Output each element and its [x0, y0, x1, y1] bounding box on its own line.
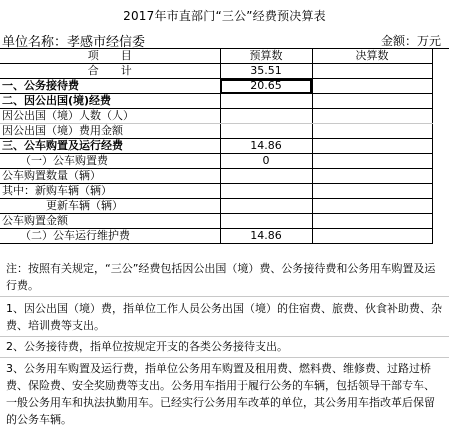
table-row [0, 109, 432, 124]
table-title: 2017年市直部门“三公”经费预决算表 [123, 9, 326, 23]
note-reception: 2、公务接待费，指单位按规定开支的各类公务接待支出。 [6, 340, 288, 353]
row-budget[interactable] [220, 124, 312, 139]
row-budget[interactable] [220, 169, 312, 184]
row-label[interactable]: （二）公车运行维护费 [0, 229, 220, 244]
row-divider [0, 357, 449, 358]
row-budget[interactable] [220, 109, 312, 124]
row-label[interactable]: （一）公车购置费 [0, 154, 220, 169]
row-label[interactable]: 二、因公出国(境)经费 [0, 94, 220, 109]
row-label[interactable]: 公车购置数量（辆） [0, 169, 220, 184]
row-budget[interactable] [220, 94, 312, 109]
table-row [0, 94, 432, 109]
table-row [0, 139, 432, 154]
row-label[interactable]: 公车购置金额 [0, 214, 220, 229]
table-row [0, 124, 432, 139]
note-vehicle: 3、公务用车购置及运行费，指单位公务用车购置及租用费、燃料费、维修费、过路过桥费、保险费、安全奖励费等支出。公务用车指用于履行公务的车辆，包括领导干部专车、一般公务用车和执法执勤用车。已经实行公务用车改革的单位，其公务用车指改革后保留的公务车辆。 [6, 362, 435, 426]
table-row [0, 79, 432, 94]
row-final[interactable] [312, 184, 432, 199]
row-label[interactable]: 因公出国（境）人数（人） [0, 109, 220, 124]
header-budget[interactable]: 预算数 [220, 49, 312, 64]
table-row [0, 214, 432, 229]
row-final[interactable] [312, 124, 432, 139]
table-row [0, 184, 432, 199]
header-item[interactable]: 项 目 [0, 49, 220, 64]
row-budget[interactable] [220, 214, 312, 229]
table-row [0, 199, 432, 214]
row-budget-selected-cell[interactable]: 20.65 [220, 79, 312, 94]
unit-name: 单位名称：孝感市经信委 [2, 35, 146, 50]
table-row [0, 64, 432, 79]
row-final[interactable] [312, 169, 432, 184]
row-final[interactable] [312, 64, 432, 79]
row-budget[interactable]: 14.86 [220, 139, 312, 154]
budget-table [0, 49, 433, 244]
row-final[interactable] [312, 94, 432, 109]
row-budget[interactable] [220, 184, 312, 199]
row-divider [0, 296, 449, 297]
table-row [0, 154, 432, 169]
header-final[interactable]: 决算数 [312, 49, 432, 64]
row-label[interactable]: 更新车辆（辆） [0, 199, 220, 214]
row-budget[interactable]: 0 [220, 154, 312, 169]
row-final[interactable] [312, 109, 432, 124]
row-label[interactable]: 三、公车购置及运行经费 [0, 139, 220, 154]
row-divider [0, 336, 449, 337]
unit-row [0, 30, 449, 49]
note-travel: 1、因公出国（境）费，指单位工作人员公务出国（境）的住宿费、旅费、伙食补助费、杂费、培训费等支出。 [6, 302, 442, 332]
row-label[interactable]: 因公出国（境）费用金额 [0, 124, 220, 139]
row-budget[interactable]: 14.86 [220, 229, 312, 244]
row-final[interactable] [312, 139, 432, 154]
table-row [0, 169, 432, 184]
row-final[interactable] [312, 154, 432, 169]
row-label[interactable]: 其中：新购车辆（辆） [0, 184, 220, 199]
row-final[interactable] [312, 214, 432, 229]
row-label[interactable]: 一、公务接待费 [0, 79, 220, 94]
amount-unit: 金额：万元 [380, 34, 441, 48]
header-row [0, 49, 432, 64]
row-final[interactable] [312, 79, 432, 94]
row-label[interactable]: 合 计 [0, 64, 220, 79]
row-final[interactable] [312, 199, 432, 214]
table-row [0, 229, 432, 244]
row-final[interactable] [312, 229, 432, 244]
row-budget[interactable]: 35.51 [220, 64, 312, 79]
note-general: 注：按照有关规定，“三公”经费包括因公出国（境）费、公务接待费和公务用车购置及运行费。 [6, 262, 436, 292]
row-budget[interactable] [220, 199, 312, 214]
